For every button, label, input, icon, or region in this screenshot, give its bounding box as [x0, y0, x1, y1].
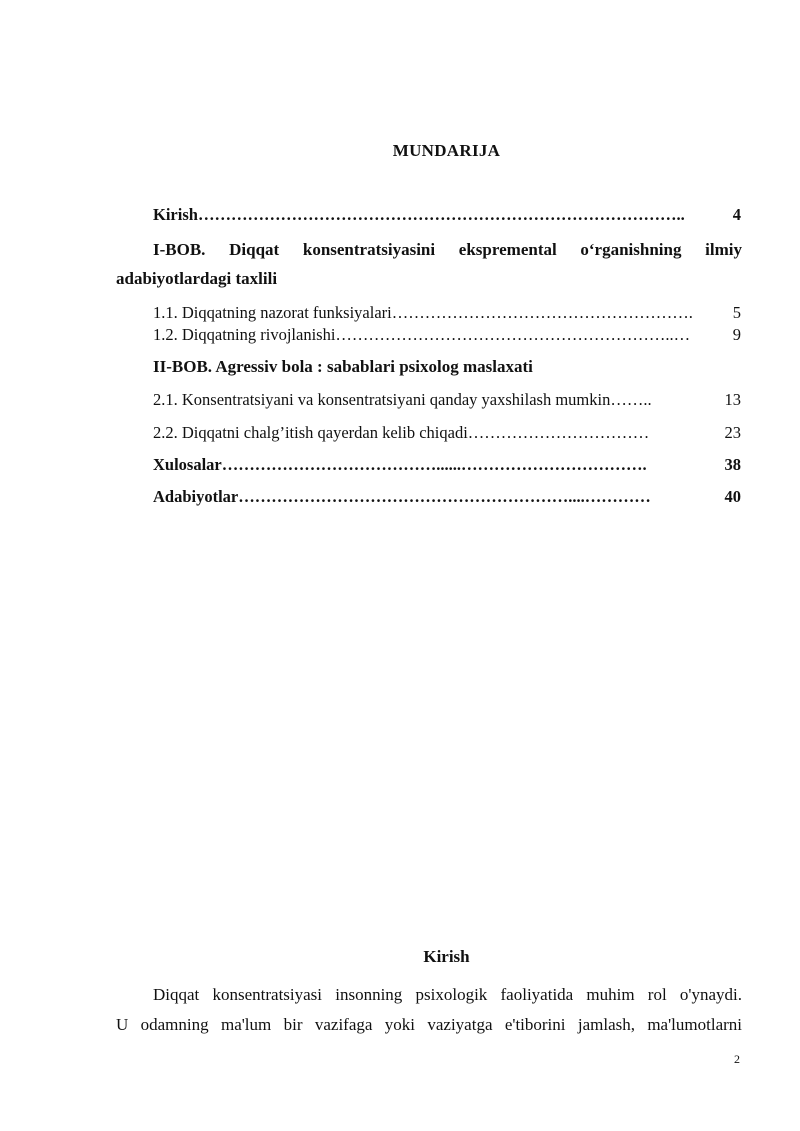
toc-title: MUNDARIJA	[392, 141, 501, 160]
toc-page-number: 9	[732, 325, 741, 344]
toc-page-number: 4	[732, 205, 741, 224]
chapter-1-heading-line-1: I-BOB. Diqqat konsentratsiyasini ekspremental o‘rganishning ilmiy	[153, 240, 742, 259]
toc-page-number: 38	[724, 455, 741, 474]
toc-page-number: 40	[724, 487, 741, 506]
toc-chapter-2-heading[interactable]: II-BOB. Agressiv bola : sabablari psixolog maslaxati	[153, 357, 533, 376]
toc-entry-2-2[interactable]	[153, 423, 741, 443]
toc-page-number: 5	[732, 303, 741, 322]
toc-chapter-1-heading[interactable]	[116, 235, 742, 293]
toc-entry-1-2[interactable]	[153, 325, 741, 345]
toc-entry-label: Kirish	[153, 205, 198, 224]
toc-page-number: 13	[724, 390, 741, 409]
toc-entry-label: 2.2. Diqqatni chalg’itish qayerdan kelib chiqadi	[153, 423, 468, 442]
toc-entry-conclusions[interactable]	[153, 455, 741, 475]
intro-paragraph-line-1: Diqqat konsentratsiyasi insonning psixologik faoliyatida muhim rol o'ynaydi.	[153, 985, 742, 1004]
toc-page-number: 23	[724, 423, 741, 442]
toc-entry-1-1[interactable]	[153, 303, 741, 323]
toc-leader-dots: ……………………………	[467, 423, 650, 442]
toc-leader-dots: ……………………………………………………………………………..	[197, 205, 685, 224]
toc-leader-dots: …………………………………......…………………………….	[221, 455, 647, 474]
toc-entry-label: Xulosalar	[153, 455, 222, 474]
intro-section-title: Kirish	[423, 947, 470, 966]
intro-paragraph	[116, 980, 742, 1040]
intro-paragraph-line-2: U odamning ma'lum bir vazifaga yoki vaziyatga e'tiborini jamlash, ma'lumotlarni	[116, 1015, 742, 1034]
chapter-1-heading-line-2: adabiyotlardagi taxlili	[116, 269, 278, 288]
toc-leader-dots: ……………………………………………….	[391, 303, 693, 322]
toc-entry-references[interactable]	[153, 487, 741, 507]
toc-entry-label: 1.2. Diqqatning rivojlanishi	[153, 325, 336, 344]
toc-entry-intro[interactable]	[153, 205, 741, 225]
toc-leader-dots: ……..	[610, 390, 652, 409]
toc-leader-dots: ……………………………………………………....…………	[238, 487, 651, 506]
toc-leader-dots: ……………………………………………………..…	[335, 325, 691, 344]
toc-entry-label: 1.1. Diqqatning nazorat funksiyalari	[153, 303, 392, 322]
toc-entry-label: 2.1. Konsentratsiyani va konsentratsiyani qanday yaxshilash mumkin	[153, 390, 611, 409]
toc-entry-2-1[interactable]	[153, 390, 741, 410]
toc-entry-label: Adabiyotlar	[153, 487, 239, 506]
page-number: 2	[734, 1052, 740, 1066]
